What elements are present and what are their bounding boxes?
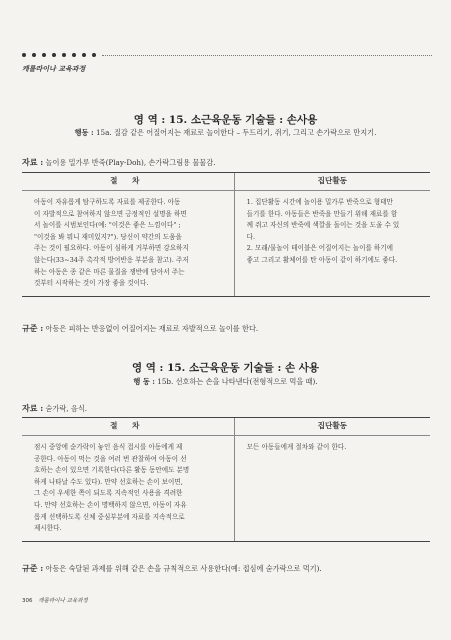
section2-col-procedure: 절 차 bbox=[22, 418, 234, 436]
line: 모든 아동들에게 절차와 같이 한다. bbox=[246, 443, 347, 451]
section1-criterion: 규준 : 아동은 피하는 반응없이 어질어지는 재료로 자발적으로 놀이를 한다. bbox=[22, 323, 259, 333]
section1-group-cell bbox=[234, 191, 430, 297]
section2-criterion: 규준 : 아동은 숙달된 과제를 위해 같은 손을 규칙적으로 사용한다(예: 접심에 숟가락으로 먹기). bbox=[22, 563, 322, 573]
line: 제시한다. bbox=[34, 524, 62, 533]
line: 하게 나타날 수도 있다). 만약 선호하는 손이 보이면, bbox=[34, 477, 183, 486]
line: 호하는 손이 있으면 기록한다(다른 활동 동안에도 분명 bbox=[34, 466, 190, 475]
line: 그 손이 우세한 쪽이 되도록 지속적인 사용을 격려한 bbox=[34, 489, 183, 498]
line: 것부터 시작하는 것이 가장 좋을 것이다. bbox=[34, 279, 149, 288]
line: 하는 아동은 종 같은 마른 물질을 쟁반에 담아서 주는 bbox=[34, 267, 185, 276]
section1-behavior: 행동 : 15a. 질감 같은 어질어지는 재료로 놀이한다 – 두드리기, 쥐기, 그리고 손가락으로 만지기. bbox=[74, 128, 377, 137]
page-footer bbox=[22, 596, 88, 604]
running-header-title: 캐롤라이나 교육과정 bbox=[22, 65, 86, 73]
section1-title: 영 역 : 15. 소근육운동 기술들 : 손사용 bbox=[133, 114, 318, 126]
line: 점시 중앙에 숟가락이 놓인 음식 접시를 아동에게 제 bbox=[34, 443, 183, 451]
section2-materials: 자료 : 숟가락, 음식. bbox=[22, 403, 88, 413]
section2-procedure-cell bbox=[22, 436, 234, 542]
section1-procedure-table bbox=[22, 172, 430, 297]
line: 주는 것이 필요하다. 아동이 심하게 거부하면 강요하지 bbox=[34, 244, 189, 253]
line: 다. bbox=[246, 232, 256, 241]
line: 께 쥐고 자신의 반죽에 색깔을 돌이는 것을 도울 수 있 bbox=[246, 221, 400, 230]
line: 1. 집단활동 시간에 놀이용 밀가루 반죽으로 형태만 bbox=[246, 198, 393, 206]
line: 이 자발적으로 참여하지 않으면 긍정적인 설명을 하면 bbox=[34, 209, 187, 218]
line: 않는다(33~34주 촉각적 방어반응 부분을 참고). 주저 bbox=[34, 255, 189, 264]
header-dots-divider bbox=[22, 50, 432, 60]
section2-procedure-table bbox=[22, 417, 430, 542]
section1-col-group: 집단활동 bbox=[234, 173, 430, 191]
page-number: 306 bbox=[22, 598, 33, 604]
line: 공한다. 아동이 먹는 것을 여러 번 관찰하여 아동이 선 bbox=[34, 454, 187, 463]
footer-title: 캐롤라이나 교육과정 bbox=[38, 598, 88, 604]
section2-title: 영 역 : 15. 소근육운동 기술들 : 손 사용 bbox=[131, 362, 320, 374]
section2-behavior: 행 동 : 15b. 선호하는 손을 나타낸다(전형적으로 먹을 때). bbox=[133, 377, 318, 386]
section2-group-cell bbox=[234, 436, 430, 542]
line: 좋고 그리고 활체어를 탄 아동이 같이 하기에도 좋다. bbox=[246, 255, 398, 264]
line: 들기를 한다. 아동들은 반죽을 만들기 위해 재료를 함 bbox=[246, 209, 398, 218]
section1-col-procedure: 절 차 bbox=[22, 173, 234, 191]
section1-materials: 자료 : 놀이용 밀가루 반죽(Play-Doh), 손가락그림용 물물감. bbox=[22, 157, 216, 167]
line: 2. 모래/물놀이 테이블은 어질어지는 놀이를 하기에 bbox=[246, 244, 394, 253]
line: "이것을 봐 뭐니 재미있지?"). 당신이 약간의 도움을 bbox=[34, 232, 182, 241]
line: 다. 만약 선호하는 손이 명백하지 않으면, 아동이 자유 bbox=[34, 500, 187, 509]
section1-procedure-cell bbox=[22, 191, 234, 297]
section2-col-group: 집단활동 bbox=[234, 418, 430, 436]
line: 아동이 자유롭게 탐구하도록 자료를 제공한다. 아동 bbox=[34, 198, 181, 206]
line: 서 놀이를 시범보인다(예: "이것은 좋은 느낌이다" ; bbox=[34, 221, 181, 230]
line: 롭게 선택하도록 신체 중심부분에 자료를 지속적으로 bbox=[34, 512, 185, 521]
